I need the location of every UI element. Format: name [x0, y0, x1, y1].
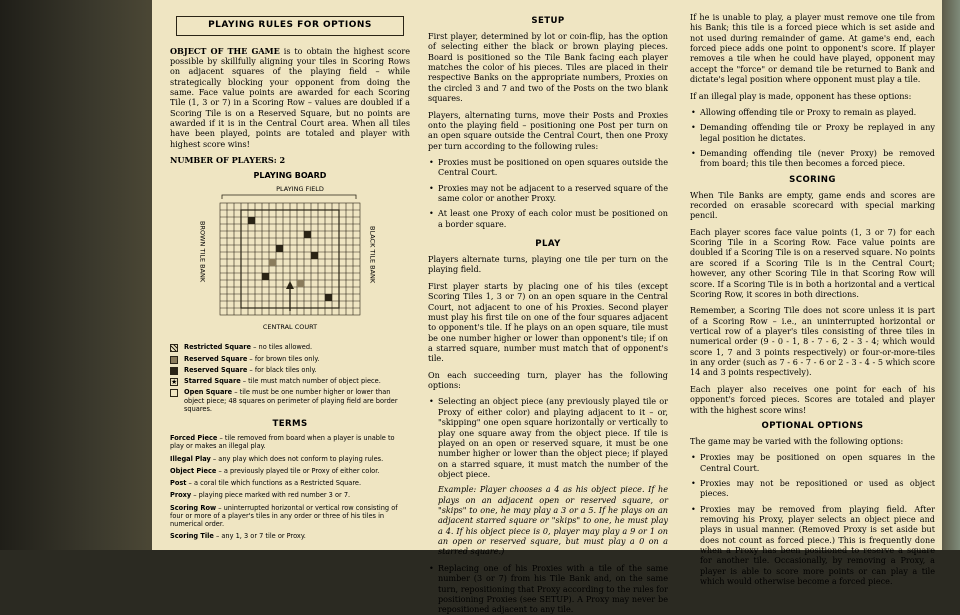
board-grid: [210, 193, 370, 323]
legend-item: Open Square – tile must be one number higher or lower than object piece; 48 squares on perimeter of playing field are border squares.: [170, 388, 410, 413]
optional-bullet: • Proxies may not be repositioned or used as object pieces.: [700, 478, 935, 499]
term-item: Forced Piece – tile removed from board when a player is unable to play or makes an illegal play.: [170, 434, 395, 451]
object-heading: OBJECT OF THE GAME: [170, 45, 280, 56]
brown-bank-label: BROWN TILE BANK: [198, 221, 207, 283]
scoring-paragraph: Each player also receives one point for each of his opponent's forced pieces. Scores are totaled and player with the highest score wins!: [690, 383, 935, 415]
play-paragraph: On each succeeding turn, player has the following options:: [428, 369, 668, 391]
term-item: Post – a coral tile which functions as a Restricted Square.: [170, 479, 362, 488]
black-bank-label: BLACK TILE BANK: [368, 226, 377, 284]
restricted-swatch: [170, 344, 178, 352]
setup-paragraph: First player, determined by lot or coin-flip, has the option of selecting either the black or brown playing pieces. Board is positioned so the Tile Bank facing each player matches the color of his pieces. Tiles are placed in their respective Banks on the appropriate numbers, Proxies on the circled 3 and 7 and two of the Posts on the two blank squares.: [428, 31, 668, 104]
setup-bullet: • Proxies may not be adjacent to a reserved square of the same color or another Proxy.: [438, 183, 668, 204]
photo-background-left: [0, 0, 152, 550]
board-legend: [170, 343, 410, 413]
play-bullet: • Replacing one of his Proxies with a tile of the same number (3 or 7) from his Tile Bank and, on the same turn, repositioning that Proxy according to the rules for positioning Proxies (see SETUP). A Proxy may never be repositioned adjacent to any tile.: [438, 563, 668, 615]
terms-heading: TERMS: [272, 419, 308, 430]
open-swatch: [170, 389, 178, 397]
optional-bullet: • Proxies may be positioned on open squares in the Central Court.: [700, 452, 935, 473]
board-title: PLAYING BOARD: [253, 171, 327, 181]
legend-item: ★ Starred Square – tile must match number of object piece.: [171, 377, 381, 387]
brown-reserved-swatch: [170, 356, 178, 364]
play-paragraph: Players alternate turns, playing one tile per turn on the playing field.: [428, 254, 668, 275]
legend-item: Reserved Square – for black tiles only.: [170, 366, 410, 374]
illegal-bullet: • Allowing offending tile or Proxy to remain as played.: [700, 107, 935, 117]
term-item: Scoring Row – uninterrupted horizontal or vertical row consisting of four or more of a player's tiles in any order or three of his tiles in numerical order.: [170, 503, 398, 528]
term-item: Object Piece – a previously played tile or Proxy of either color.: [170, 466, 380, 475]
star-icon: ★: [171, 378, 178, 387]
playing-field-label: PLAYING FIELD: [276, 185, 324, 194]
term-item: Proxy – playing piece marked with red number 3 or 7.: [170, 491, 351, 500]
scoring-paragraph: When Tile Banks are empty, game ends and scores are recorded on erasable scorecard with special marking pencil.: [690, 189, 935, 221]
column-1: [170, 0, 410, 550]
column-3: [690, 0, 935, 587]
illegal-bullet: • Demanding offending tile or Proxy be replayed in any legal position he dictates.: [700, 122, 935, 143]
central-court-label: CENTRAL COURT: [262, 323, 318, 332]
play-bullet: • Selecting an object piece (any previously played tile or Proxy of either color) and playing adjacent to it – or, "skipping" one open square horizontally or vertically to play one square away from the object piece. If tile is played on an open or reserved square, it must be one number higher or lower than the object piece; if played on a starred square, it must match the number of the object piece.: [438, 396, 668, 479]
scoring-heading: SCORING: [789, 174, 836, 185]
players-count: NUMBER OF PLAYERS: 2: [170, 155, 286, 166]
optional-paragraph: The game may be varied with the following options:: [690, 435, 904, 446]
play-heading: PLAY: [535, 239, 561, 250]
illegal-paragraph: If an illegal play is made, opponent has these options:: [690, 90, 912, 101]
forced-paragraph: If he is unable to play, a player must remove one tile from his Bank; this tile is a forced piece which is set aside and not used during remainder of game. At game's end, each forced piece adds one point to opponent's score. If player removes a tile when he could have played, opponent may accept the "force" or demand tile be returned to Bank and dictate's legal position where opponent must play a tile.: [690, 12, 935, 85]
setup-bullet: • Proxies must be positioned on open squares outside the Central Court.: [438, 157, 668, 178]
object-text: is to obtain the highest score possible by skillfully aligning your tiles in Scoring Rows on adjacent squares of the playing field – while strategically blocking your opponent from doing the same. Face value points are awarded for each Scoring Tile (1, 3 or 7) in a Scoring Row – values are doubled if a Scoring Tile is on a Reserved Square, but no points are awarded if it is in the Central Court area. When all tiles have been played, points are totaled and player with highest score wins!: [170, 45, 410, 149]
setup-bullet: • At least one Proxy of each color must be positioned on a border square.: [438, 208, 668, 229]
terms-list: [170, 434, 410, 540]
optional-bullet: • Proxies may be removed from playing field. After removing his Proxy, player selects an object piece and plays in usual manner. (Removed Proxy is set aside but does not count as forced piece.) This is frequently done when a Proxy has been positioned to reserve a square for another tile. Occasionally, by removing a Proxy, a player is able to score more points or can play a tile which would otherwise become a forced piece.: [700, 504, 935, 587]
scoring-paragraph: Remember, a Scoring Tile does not score unless it is part of a Scoring Row – i.e., an uninterrupted horizontal or vertical row of a player's tiles consisting of three tiles in numerical order (9 - 0 - 1, 8 - 7 - 6, 2 - 3 - 4; which would score 1, 7 and 3 points respectively) or four-or-more-tiles in any order (such as 7 - 6 - 7 - 6 or 2 - 3 - 4 - 5 which score 14 and 3 points respectively).: [690, 305, 935, 378]
setup-heading: SETUP: [531, 16, 565, 26]
play-paragraph: First player starts by placing one of his tiles (except Scoring Tiles 1, 3 or 7) on an open square in the Central Court, not adjacent to one of his Proxies. Second player must play his first tile on one of the four squares adjacent to opponent's tile. If he plays on an open square, tile must be one number higher or lower than opponent's tile; if on a starred square, number must match that of opponent's tile.: [428, 280, 668, 364]
black-reserved-swatch: [170, 367, 178, 375]
photo-background-right: [942, 0, 960, 550]
illegal-bullet: • Demanding offending tile (never Proxy) be removed from board; this tile then becomes a forced piece.: [700, 148, 935, 169]
setup-paragraph: Players, alternating turns, move their Posts and Proxies onto the playing field – positioning one Post per turn on an open square outside the Central Court, then one Proxy per turn according to the following rules:: [428, 109, 668, 151]
page-title: PLAYING RULES FOR OPTIONS: [176, 16, 404, 36]
legend-item: Restricted Square – no tiles allowed.: [170, 343, 410, 351]
scoring-paragraph: Each player scores face value points (1, 3 or 7) for each Scoring Tile in a Scoring Row. Face value points are doubled if a Scoring Tile is on a reserved square. No points are scored if a Scoring Tile is in the Central Court; however, any other Scoring Tile in that Scoring Row will score. If a Scoring Tile is in both a horizontal and a vertical Scoring Row, it scores in both directions.: [690, 226, 935, 299]
optional-heading: OPTIONAL OPTIONS: [761, 420, 864, 431]
term-item: Scoring Tile – any 1, 3 or 7 tile or Proxy.: [170, 532, 306, 541]
object-paragraph: [170, 46, 410, 150]
legend-item: Reserved Square – for brown tiles only.: [170, 355, 410, 363]
column-2: [428, 0, 668, 615]
playing-board: [170, 171, 410, 341]
play-example: Example: Player chooses a 4 as his object piece. If he plays on an adjacent open or reserved square, or "skips" to one, he may play a 3 or a 5. If he plays on an adjacent starred square or "skips" to one, he must play a 4. If his object piece is 0, player may play a 9 or 1 on an open or reserved square, but must play a 0 on a starred square.): [438, 484, 668, 557]
term-item: Illegal Play – any play which does not conform to playing rules.: [170, 454, 384, 463]
